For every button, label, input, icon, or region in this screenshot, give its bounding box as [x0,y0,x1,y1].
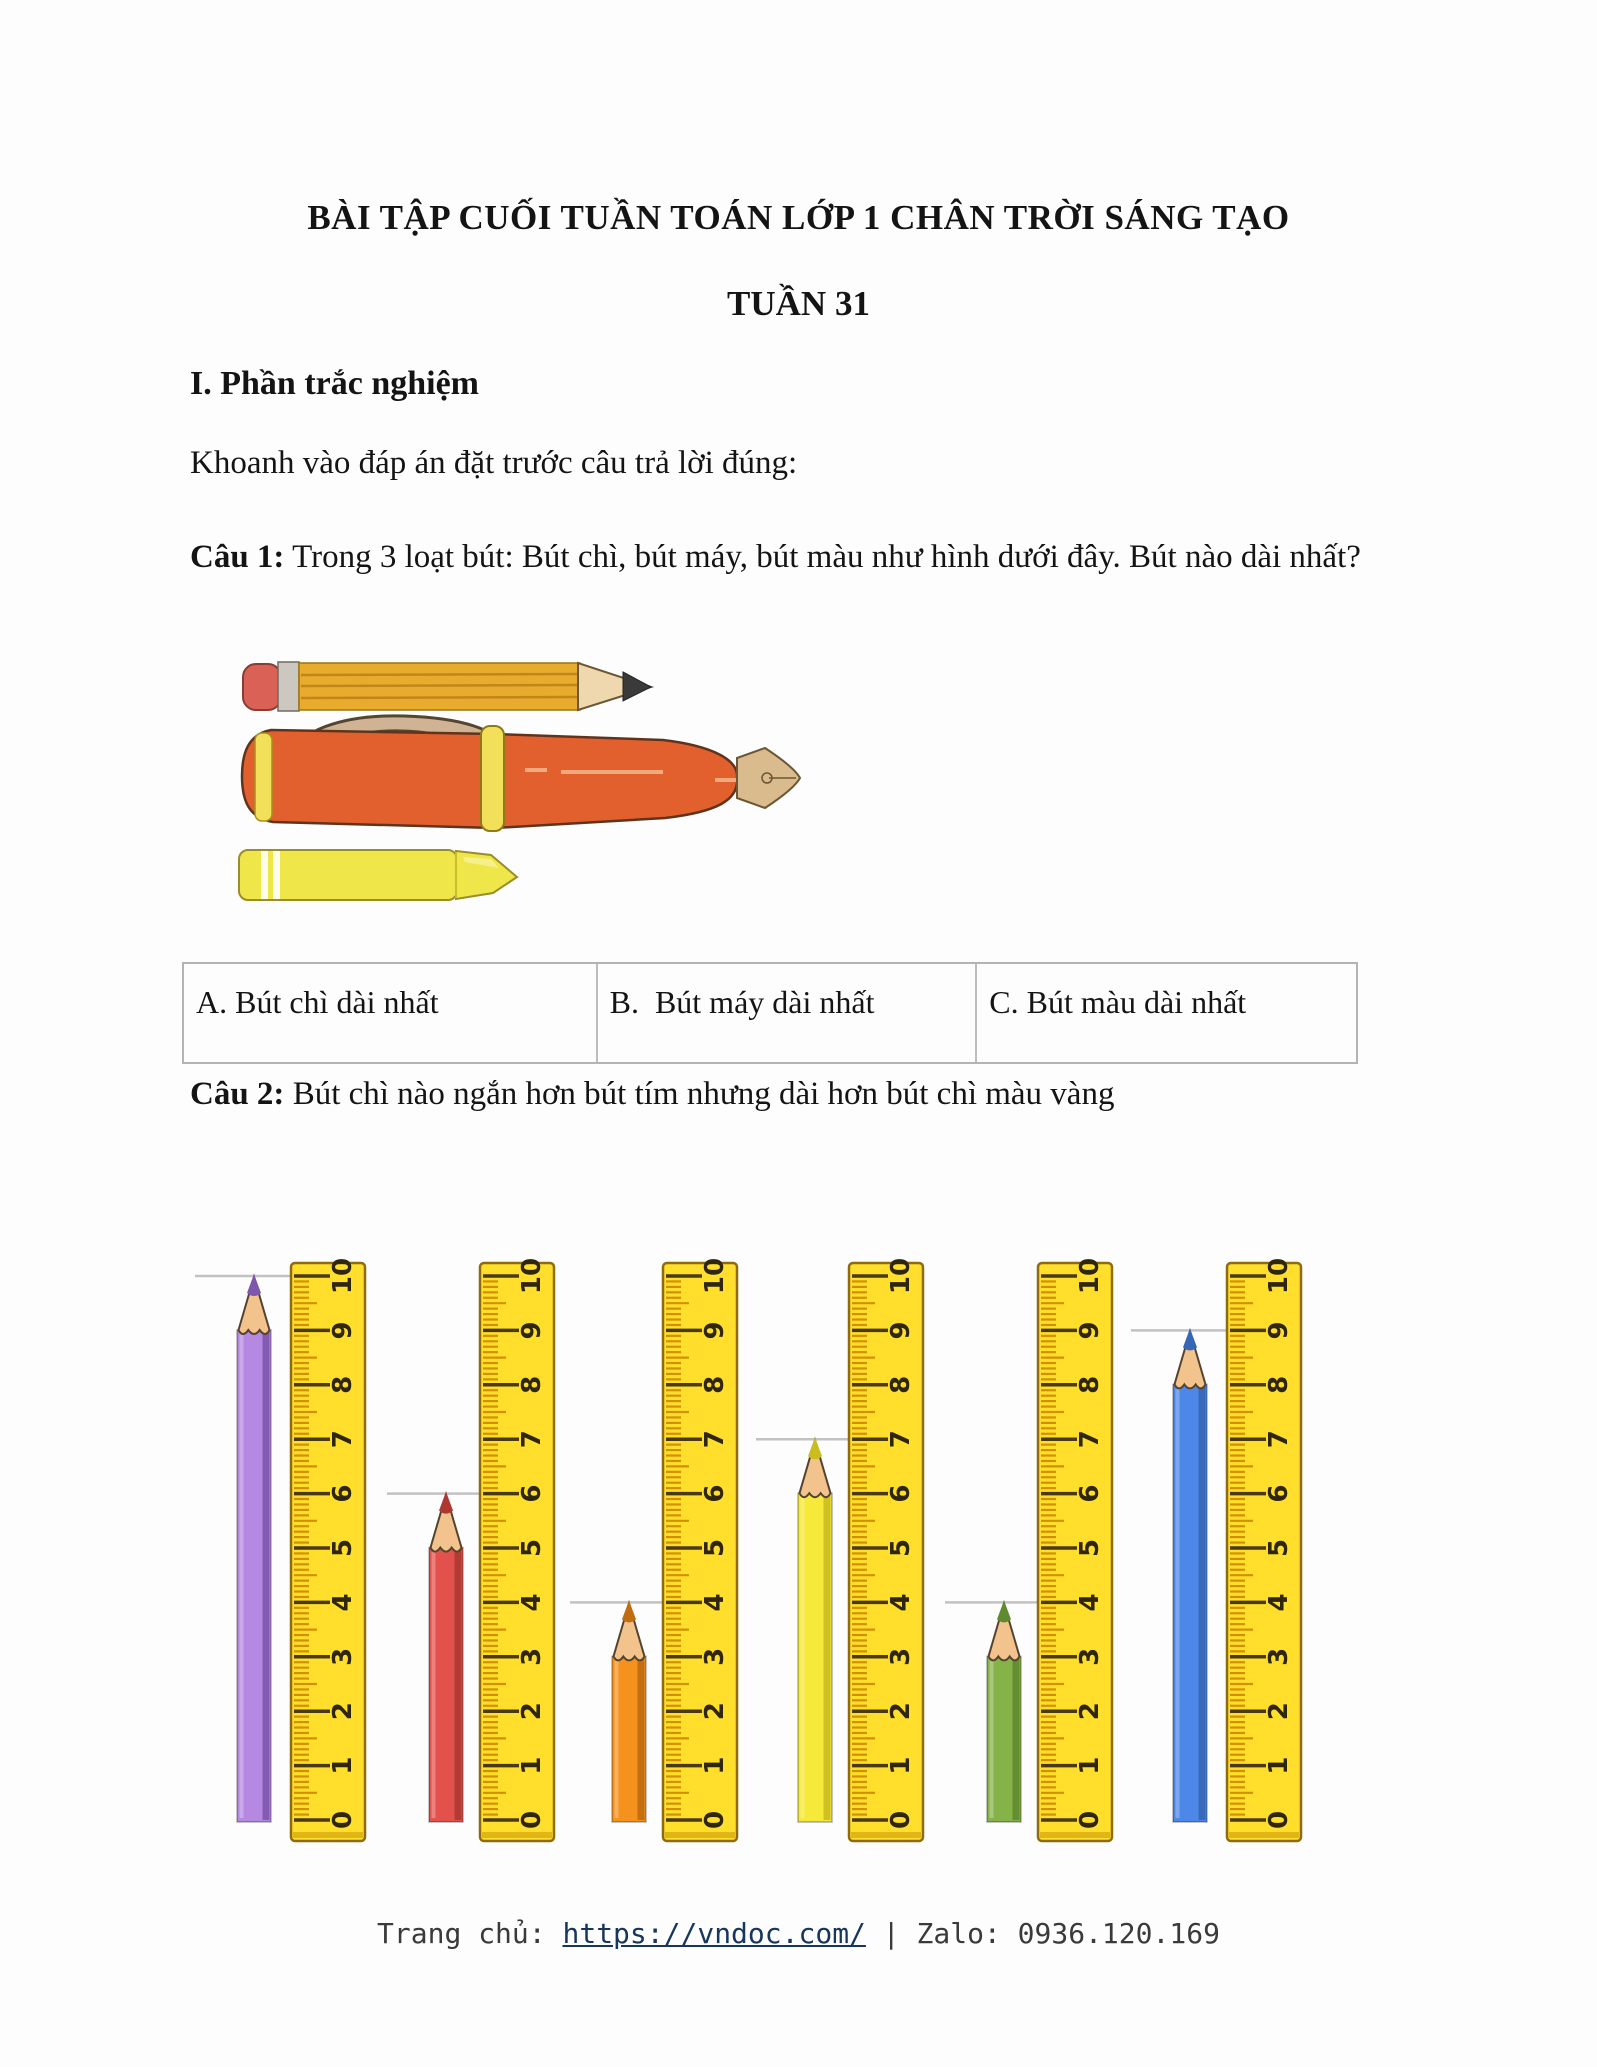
ruler-number: 4 [1264,1593,1294,1612]
q1-option-a: A. Bút chì dài nhất [184,964,598,1062]
q1-figure-pens [195,650,815,910]
ruler-number: 10 [1264,1257,1294,1295]
ruler-number: 2 [328,1702,358,1721]
ruler-bottom-shade [293,1832,363,1838]
q1-crayon [239,850,517,900]
page-title: BÀI TẬP CUỐI TUẦN TOÁN LỚP 1 CHÂN TRỜI SÁNG TẠO [307,198,1290,237]
pencil-lead-green [997,1600,1011,1622]
ruler-number: 1 [328,1756,358,1775]
ruler-number: 9 [700,1321,730,1340]
ruler-number: 0 [517,1810,547,1830]
q1-option-b: B. Bút máy dài nhất [598,964,978,1062]
footer-homepage-link[interactable]: https://vndoc.com/ [562,1917,866,1950]
ruler-number: 0 [1075,1810,1105,1830]
ruler-number: 7 [886,1430,916,1449]
pencil-lead-purple [247,1274,261,1296]
ruler-number: 4 [886,1593,916,1612]
ruler-number: 8 [700,1375,730,1394]
ruler-number: 6 [1264,1484,1294,1503]
pencil-lead-red [439,1492,453,1514]
question-1-label: Câu 1: [190,539,285,575]
ruler-bottom-shade [665,1832,735,1838]
ruler-number: 6 [517,1484,547,1503]
pencil-eraser [243,664,281,710]
ruler-number: 4 [517,1593,547,1612]
pencil-graphite [623,672,651,701]
q2-figure-rulers [0,1230,1597,1890]
ruler-number: 5 [700,1538,730,1558]
ruler-number: 1 [700,1756,730,1775]
ruler-number: 2 [886,1702,916,1721]
question-1-text: Trong 3 loạt bút: Bút chì, bút máy, bút màu như hình dưới đây. Bút nào dài nhất? [284,539,1361,575]
footer-prefix: Trang chủ: [377,1917,563,1950]
ruler-number: 2 [1264,1702,1294,1721]
ruler-number: 10 [1075,1257,1105,1295]
q1-pencil [243,662,651,711]
ruler-number: 8 [886,1375,916,1394]
pencil-lead-blue [1183,1328,1197,1350]
ruler-number: 7 [517,1430,547,1449]
question-2-label: Câu 2: [190,1076,285,1112]
footer-zalo: | Zalo: 0936.120.169 [865,1917,1220,1950]
footer [0,1914,1597,1954]
pencil-lead-orange [622,1600,636,1622]
ruler-number: 6 [1075,1484,1105,1503]
ruler-bottom-shade [482,1832,552,1838]
ruler-number: 5 [328,1538,358,1558]
ruler-number: 8 [1075,1375,1105,1394]
ruler-number: 7 [700,1430,730,1449]
ruler-number: 4 [328,1593,358,1612]
pen-cap-band [255,733,272,821]
pencil-lead-yellow [808,1437,822,1459]
section-heading: I. Phần trắc nghiệm [190,365,479,402]
q1-options-table [182,962,1358,1064]
ruler-number: 10 [517,1257,547,1295]
ruler-number: 2 [1075,1702,1105,1721]
ruler-number: 9 [1075,1321,1105,1340]
question-1 [190,518,1460,597]
ruler-number: 5 [1264,1538,1294,1558]
question-2 [190,1072,1490,1116]
ruler-number: 3 [886,1647,916,1666]
question-2-text: Bút chì nào ngắn hơn bút tím nhưng dài hơn bút chì màu vàng [284,1076,1115,1112]
ruler-number: 9 [1264,1321,1294,1340]
ruler-number: 8 [328,1375,358,1394]
ruler-number: 9 [517,1321,547,1340]
ruler-number: 7 [1075,1430,1105,1449]
ruler-number: 8 [517,1375,547,1394]
ruler-number: 1 [1075,1756,1105,1775]
ruler-number: 2 [517,1702,547,1721]
ruler-number: 10 [328,1257,358,1295]
ruler-number: 9 [886,1321,916,1340]
ruler-bottom-shade [1229,1832,1299,1838]
ruler-number: 3 [1264,1647,1294,1666]
ruler-number: 0 [1264,1810,1294,1830]
ruler-number: 5 [1075,1538,1105,1558]
q1-option-c: C. Bút màu dài nhất [989,984,1247,1020]
ruler-number: 2 [700,1702,730,1721]
ruler-bottom-shade [851,1832,921,1838]
pencil-ferrule [278,662,299,711]
ruler-number: 0 [886,1810,916,1830]
ruler-number: 1 [1264,1756,1294,1775]
ruler-bottom-shade [1040,1832,1110,1838]
crayon-body [239,850,457,900]
ruler-number: 0 [700,1810,730,1830]
ruler-number: 3 [517,1647,547,1666]
ruler-number: 10 [886,1257,916,1295]
instruction-text: Khoanh vào đáp án đặt trước câu trả lời đúng: [190,445,798,481]
ruler-number: 6 [886,1484,916,1503]
ruler-number: 4 [700,1593,730,1612]
ruler-number: 1 [886,1756,916,1775]
ruler-number: 9 [328,1321,358,1340]
ruler-number: 8 [1264,1375,1294,1394]
ruler-number: 7 [328,1430,358,1449]
ruler-number: 5 [517,1538,547,1558]
ruler-number: 6 [700,1484,730,1503]
ruler-number: 5 [886,1538,916,1558]
ruler-number: 1 [517,1756,547,1775]
ruler-number: 6 [328,1484,358,1503]
page-subtitle: TUẦN 31 [727,284,870,323]
ruler-number: 10 [700,1257,730,1295]
ruler-number: 3 [328,1647,358,1666]
ruler-number: 7 [1264,1430,1294,1449]
ruler-number: 4 [1075,1593,1105,1612]
pen-center-ring [481,726,504,831]
ruler-number: 3 [1075,1647,1105,1666]
ruler-number: 0 [328,1810,358,1830]
ruler-number: 3 [700,1647,730,1666]
q1-fountain-pen [242,716,800,831]
